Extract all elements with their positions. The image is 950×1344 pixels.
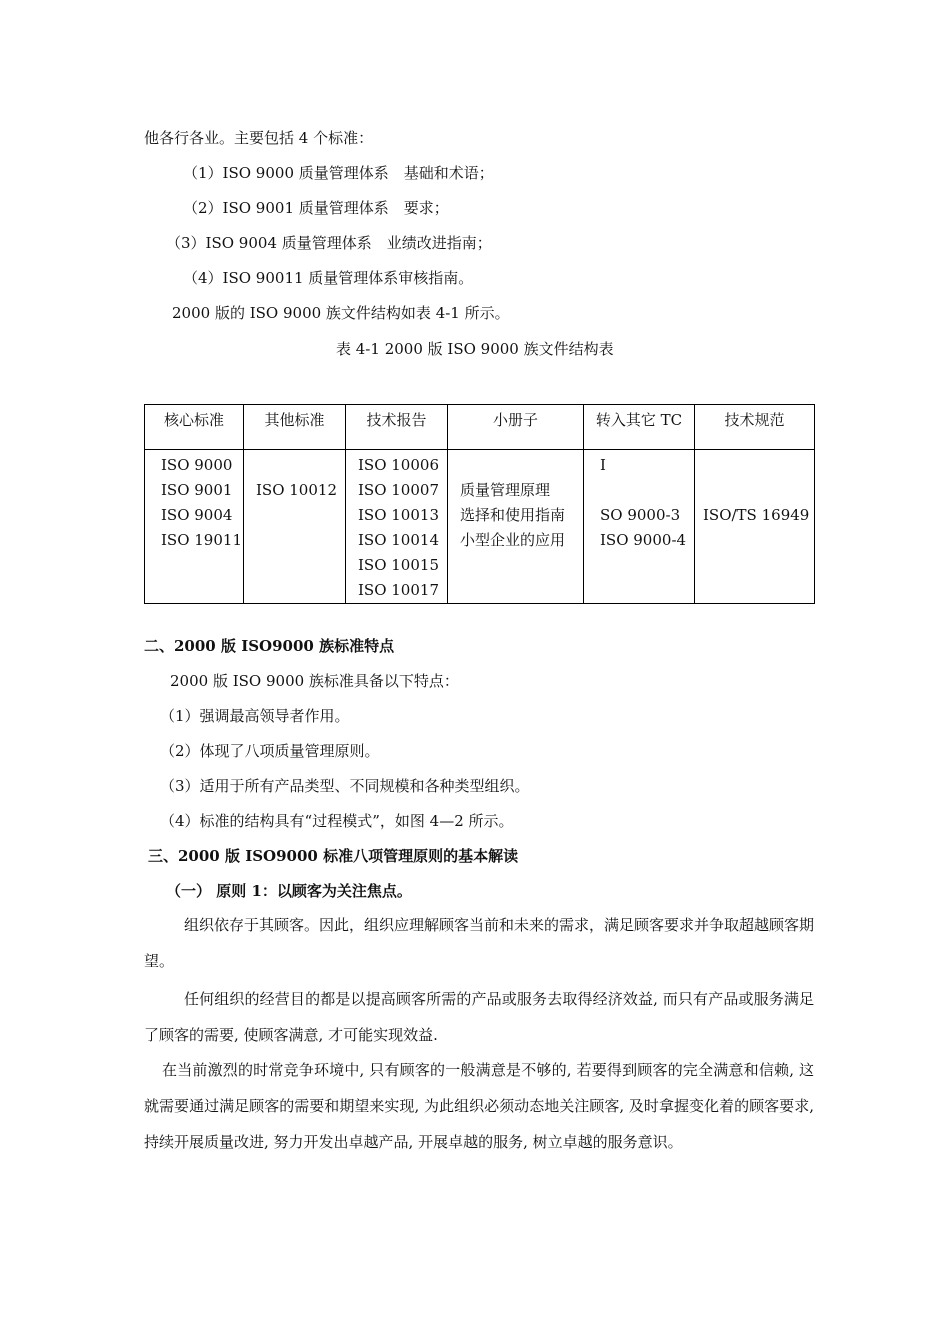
tc-entry: I — [600, 456, 606, 474]
header-spec: 技术规范 — [695, 405, 815, 450]
feature-item-2: （2）体现了八项质量管理原则。 — [160, 742, 380, 760]
header-other: 其他标准 — [244, 405, 346, 450]
header-reports: 技术报告 — [346, 405, 448, 450]
technical-report: ISO 10013 — [358, 506, 439, 524]
technical-report: ISO 10014 — [358, 531, 439, 549]
header-tc: 转入其它 TC — [584, 405, 695, 450]
section-2-heading: 二、2000 版 ISO9000 族标准特点 — [144, 637, 395, 655]
cell-reports — [346, 450, 448, 604]
standard-item-3: （3）ISO 9004 质量管理体系 业绩改进指南； — [166, 234, 492, 252]
technical-spec: ISO/TS 16949 — [703, 506, 810, 524]
feature-item-3: （3）适用于所有产品类型、不同规模和各种类型组织。 — [160, 777, 530, 795]
header-core: 核心标准 — [145, 405, 244, 450]
iso-structure-table — [144, 404, 815, 604]
section-3-heading: 三、2000 版 ISO9000 标准八项管理原则的基本解读 — [148, 847, 519, 865]
tc-entry: ISO 9000-4 — [600, 531, 687, 549]
cell-tc — [584, 450, 695, 604]
paragraph-3: 在当前激烈的时常竞争环境中, 只有顾客的一般满意是不够的, 若要得到顾客的完全满意和信赖, 这就需要通过满足顾客的需要和期望来实现, 为此组织必须动态地关注顾客, 及时拿握变化着的顾客要求, 持续开展质量改进, 努力开发出卓越产品, 开展卓越的服务, 树立卓越的服务意识。 — [144, 1061, 814, 1151]
technical-report: ISO 10015 — [358, 556, 439, 574]
section-2-lead: 2000 版 ISO 9000 族标准具备以下特点： — [170, 672, 459, 690]
standard-item-4: （4）ISO 90011 质量管理体系审核指南。 — [183, 269, 474, 287]
core-standard: ISO 9001 — [161, 481, 233, 499]
cell-spec — [695, 450, 815, 604]
tc-entry: SO 9000-3 — [600, 506, 681, 524]
other-standard: ISO 10012 — [256, 481, 337, 499]
booklet: 选择和使用指南 — [460, 506, 566, 524]
table-body-row — [145, 450, 815, 604]
principle-1-heading: （一） 原则 1：以顾客为关注焦点。 — [166, 882, 412, 900]
standard-item-1: （1）ISO 9000 质量管理体系 基础和术语； — [183, 164, 494, 182]
technical-report: ISO 10006 — [358, 456, 439, 474]
feature-item-4: （4）标准的结构具有“过程模式”，如图 4—2 所示。 — [160, 812, 514, 830]
booklet: 质量管理原理 — [460, 481, 551, 499]
core-standard: ISO 9004 — [161, 506, 233, 524]
core-standard: ISO 19011 — [161, 531, 242, 549]
core-standard: ISO 9000 — [161, 456, 233, 474]
feature-item-1: （1）强调最高领导者作用。 — [160, 707, 350, 725]
paragraph-2: 任何组织的经营目的都是以提高顾客所需的产品或服务去取得经济效益, 而只有产品或服务满足了顾客的需要, 使顾客满意, 才可能实现效益. — [144, 990, 814, 1044]
intro-line: 他各行各业。主要包括 4 个标准： — [144, 129, 374, 147]
header-booklets: 小册子 — [448, 405, 584, 450]
table-caption: 表 4-1 2000 版 ISO 9000 族文件结构表 — [336, 340, 614, 358]
structure-note: 2000 版的 ISO 9000 族文件结构如表 4-1 所示。 — [172, 304, 510, 322]
table-header-row — [145, 405, 815, 450]
cell-other — [244, 450, 346, 604]
standard-item-2: （2）ISO 9001 质量管理体系 要求； — [183, 199, 449, 217]
booklet: 小型企业的应用 — [460, 531, 566, 549]
technical-report: ISO 10007 — [358, 481, 439, 499]
technical-report: ISO 10017 — [358, 581, 439, 599]
cell-core — [145, 450, 244, 604]
paragraph-1: 组织依存于其顾客。因此，组织应理解顾客当前和未来的需求，满足顾客要求并争取超越顾客期望。 — [144, 916, 815, 970]
cell-booklets — [448, 450, 584, 604]
